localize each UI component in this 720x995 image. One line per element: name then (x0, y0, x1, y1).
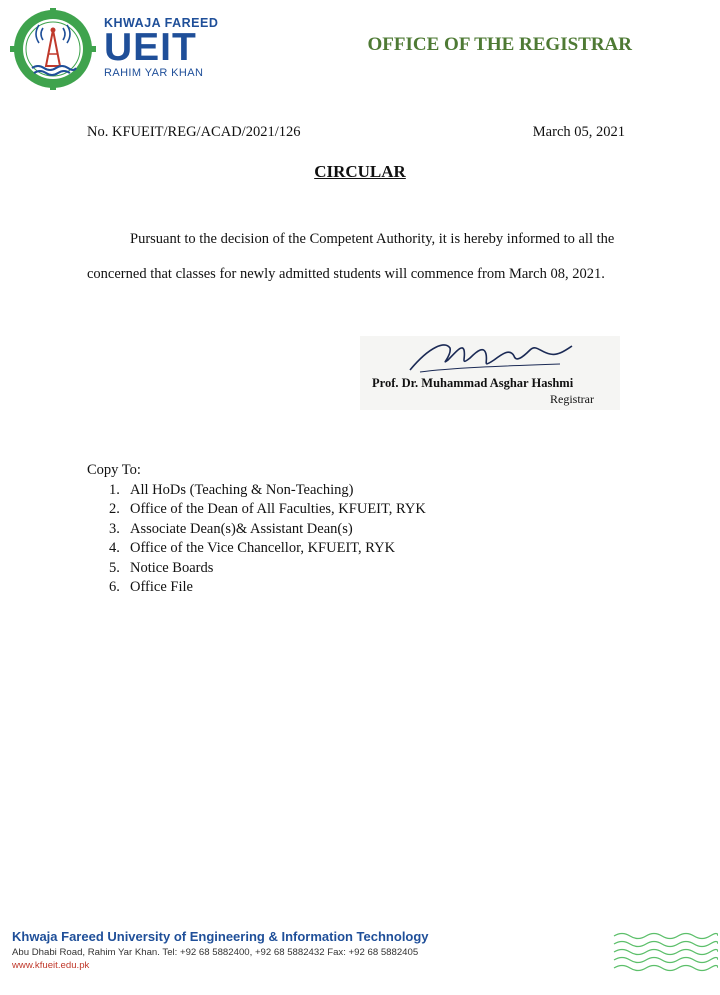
list-item: 4. Office of the Vice Chancellor, KFUEIT, RYK (109, 540, 396, 557)
circular-body-text: Pursuant to the decision of the Competent Authority, it is hereby informed to all the concerned that classes for newly admitted students will commence from March 08, 2021. (87, 231, 615, 282)
reference-number: No. KFUEIT/REG/ACAD/2021/126 (87, 124, 301, 140)
copy-to-label: Copy To: (87, 462, 141, 478)
signature-block (360, 336, 620, 410)
list-item: 6. Office File (109, 578, 193, 595)
signatory-name: Prof. Dr. Muhammad Asghar Hashmi (372, 376, 574, 390)
brand-wordmark (104, 16, 218, 79)
letterhead-footer (12, 929, 429, 971)
circular-body (87, 222, 627, 292)
handwritten-signature (390, 336, 610, 380)
letter-date: March 05, 2021 (532, 124, 625, 140)
list-item: 1. All HoDs (Teaching & Non-Teaching) (109, 482, 354, 498)
copy-to-list (109, 481, 426, 597)
list-item: 5. Notice Boards (109, 559, 214, 576)
brand-top-text: KHWAJA FAREED (104, 16, 219, 30)
brand-bottom-text: RAHIM YAR KHAN (104, 67, 204, 79)
circular-heading: CIRCULAR (314, 162, 406, 181)
list-item: 2. Office of the Dean of All Faculties, KFUEIT, RYK (109, 501, 426, 518)
university-logo (10, 8, 96, 90)
list-item: 3. Associate Dean(s)& Assistant Dean(s) (109, 520, 353, 537)
footer-address: Abu Dhabi Road, Rahim Yar Khan. Tel: +92 68 5882400, +92 68 5882432 Fax: +92 68 5882405 (12, 947, 419, 958)
signatory-title: Registrar (550, 392, 594, 406)
office-title: OFFICE OF THE REGISTRAR (367, 34, 632, 55)
footer-website: www.kfueit.edu.pk (12, 960, 90, 971)
footer-university-name: Khwaja Fareed University of Engineering & Information Technology (12, 929, 429, 944)
decorative-waves-icon (612, 930, 718, 974)
brand-main-text: UEIT (104, 26, 197, 69)
